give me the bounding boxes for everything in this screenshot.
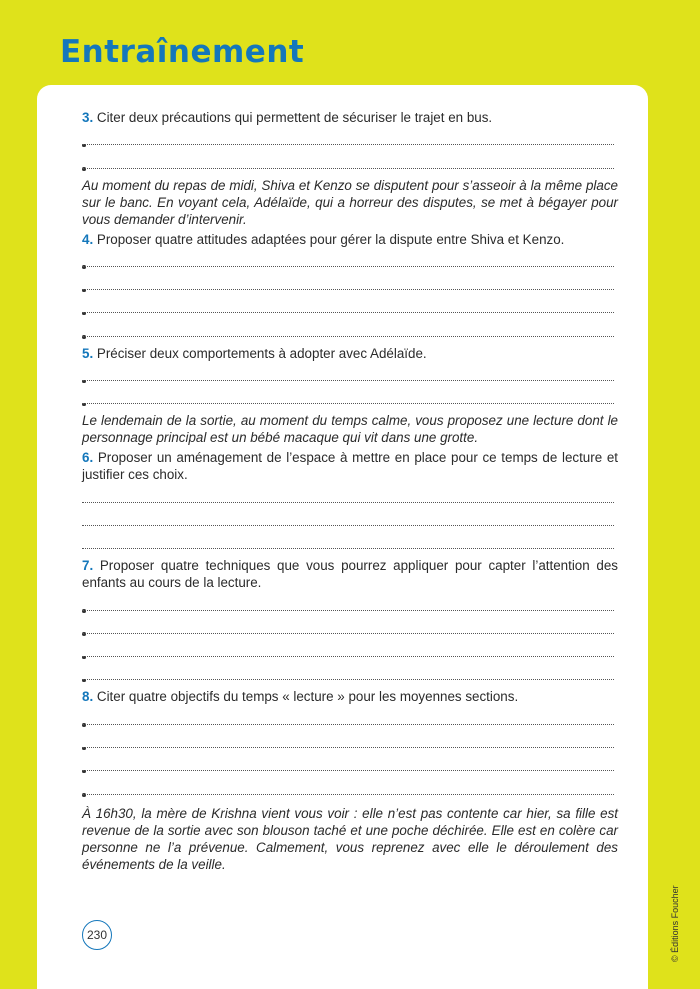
question-text: Citer quatre objectifs du temps « lecture » pour les moyennes sections.	[93, 689, 519, 705]
question-5	[82, 345, 618, 362]
answer-line[interactable]	[82, 362, 618, 385]
answer-line[interactable]	[82, 705, 618, 728]
question-text: Proposer quatre attitudes adaptées pour gérer la dispute entre Shiva et Kenzo.	[93, 231, 565, 247]
answer-line[interactable]	[82, 271, 618, 294]
question-text: Proposer quatre techniques que vous pourrez appliquer pour capter l’attention des enfants au cours de la lecture.	[82, 558, 618, 591]
question-number: 5.	[82, 345, 94, 361]
context-paragraph: Le lendemain de la sortie, au moment du temps calme, vous proposez une lecture dont le personnage principal est un bébé macaque qui vit dans une grotte.	[82, 413, 618, 446]
answer-line[interactable]	[82, 248, 618, 271]
answer-line[interactable]	[82, 507, 618, 530]
copyright-notice: © Éditions Foucher	[670, 885, 680, 962]
question-text: Citer deux précautions qui permettent de sécuriser le trajet en bus.	[93, 110, 493, 125]
question-text: Proposer un aménagement de l’espace à mettre en place pour ce temps de lecture et justifier ces choix.	[82, 450, 618, 483]
page-title: Entraînement	[60, 34, 305, 70]
answer-line[interactable]	[82, 661, 618, 684]
answer-line[interactable]	[82, 775, 618, 798]
question-8	[82, 688, 618, 705]
question-6	[82, 449, 618, 483]
answer-line[interactable]	[82, 126, 618, 149]
question-4	[82, 231, 618, 248]
answer-line[interactable]	[82, 317, 618, 340]
question-number: 7.	[82, 558, 94, 574]
page-number: 230	[82, 920, 112, 950]
question-7	[82, 557, 618, 591]
context-paragraph: À 16h30, la mère de Krishna vient vous voir : elle n’est pas contente car hier, sa fille est revenue de la sortie avec son blouson taché et une poche déchirée. Elle est en colère car personne ne l’a prévenue. Calmement, vous reprenez avec elle le déroulement des événements de la veille.	[82, 805, 618, 872]
question-text: Préciser deux comportements à adopter avec Adélaïde.	[93, 345, 427, 361]
answer-line[interactable]	[82, 615, 618, 638]
answer-line[interactable]	[82, 752, 618, 775]
answer-line[interactable]	[82, 294, 618, 317]
question-3	[82, 109, 618, 126]
answer-line[interactable]	[82, 149, 618, 172]
question-number: 3.	[82, 110, 94, 125]
answer-line[interactable]	[82, 385, 618, 408]
answer-line[interactable]	[82, 530, 618, 553]
answer-line[interactable]	[82, 483, 618, 506]
question-number: 6.	[82, 450, 94, 466]
context-paragraph: Au moment du repas de midi, Shiva et Kenzo se disputent pour s’asseoir à la même place sur le banc. En voyant cela, Adélaïde, qui a horreur des disputes, se met à bégayer pour vous demander d’intervenir.	[82, 177, 618, 227]
answer-line[interactable]	[82, 638, 618, 661]
exercise-content	[82, 109, 618, 873]
question-number: 8.	[82, 689, 94, 705]
answer-line[interactable]	[82, 591, 618, 614]
answer-line[interactable]	[82, 729, 618, 752]
question-number: 4.	[82, 231, 94, 247]
